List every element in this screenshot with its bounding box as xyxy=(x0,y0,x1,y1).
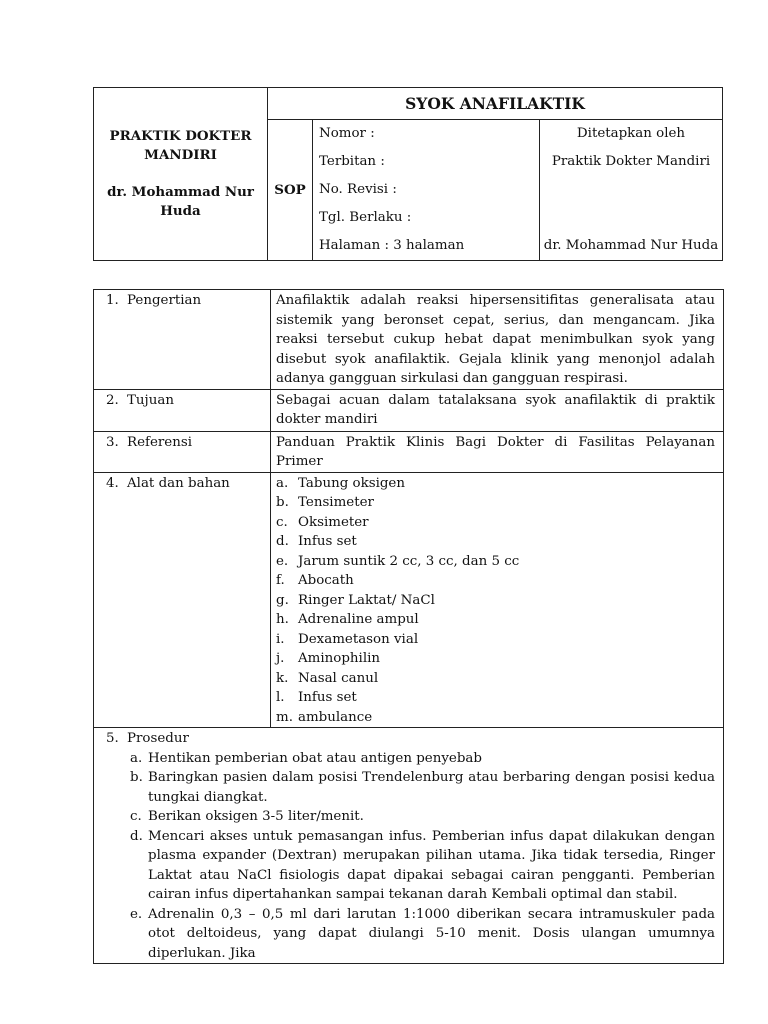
equipment-item-text: Ringer Laktat/ NaCl xyxy=(298,592,435,608)
doctor-name xyxy=(104,183,257,221)
field-nomor: Nomor : xyxy=(319,126,375,141)
procedure-step-text: Hentikan pemberian obat atau antigen penyebab xyxy=(148,750,482,766)
procedure-step xyxy=(130,807,715,827)
equipment-item-marker: a. xyxy=(276,475,289,491)
equipment-item xyxy=(276,669,715,689)
approval-cell xyxy=(540,120,723,261)
equipment-item xyxy=(276,708,715,728)
equipment-item-text: Tabung oksigen xyxy=(298,475,405,491)
tujuan-text: Sebagai acuan dalam tatalaksana syok anafilaktik di praktik dokter mandiri xyxy=(276,392,715,427)
equipment-item-text: ambulance xyxy=(298,709,373,725)
section-number: 2. xyxy=(106,392,119,408)
practice-name-line1: PRAKTIK DOKTER xyxy=(109,128,252,144)
section-number: 4. xyxy=(106,475,119,491)
field-halaman: Halaman : 3 halaman xyxy=(319,238,465,253)
procedure-step xyxy=(130,768,715,807)
section-number: 1. xyxy=(106,293,119,308)
section-row-prosedur xyxy=(94,728,724,964)
equipment-item-text: Jarum suntik 2 cc, 3 cc, dan 5 cc xyxy=(298,553,520,569)
equipment-item-marker: m. xyxy=(276,709,293,725)
procedure-step-marker: a. xyxy=(130,750,143,766)
equipment-item xyxy=(276,571,715,591)
section-label: Referensi xyxy=(127,434,192,450)
approving-institution: Praktik Dokter Mandiri xyxy=(551,154,711,169)
equipment-item-text: Aminophilin xyxy=(298,651,381,666)
procedure-step-text: Adrenalin 0,3 – 0,5 ml dari larutan 1:1000 diberikan secara intramuskuler pada otot deltoideus, yang dapat diulangi 5-10 menit. Dosis ulangan umumnya diperlukan. Jika xyxy=(148,906,715,961)
section-row-alat-dan-bahan xyxy=(94,472,724,728)
equipment-item-text: Nasal canul xyxy=(298,670,379,686)
section-row-referensi xyxy=(94,431,724,472)
section-label: Pengertian xyxy=(127,293,202,308)
equipment-item-marker: l. xyxy=(276,690,285,705)
equipment-item-marker: h. xyxy=(276,612,289,627)
practice-name xyxy=(104,127,257,165)
procedure-step-marker: c. xyxy=(130,809,142,824)
equipment-item xyxy=(276,610,715,630)
field-no-revisi: No. Revisi : xyxy=(319,182,397,197)
sop-content-table xyxy=(93,289,724,964)
document-title: SYOK ANAFILAKTIK xyxy=(268,88,723,120)
procedure-list xyxy=(106,749,715,964)
equipment-item xyxy=(276,474,715,494)
equipment-item-marker: e. xyxy=(276,553,289,569)
section-number: 3. xyxy=(106,434,119,450)
equipment-item-marker: d. xyxy=(276,534,289,549)
equipment-item-marker: f. xyxy=(276,573,285,588)
equipment-item-text: Dexametason vial xyxy=(298,631,419,647)
signatory-name: dr. Mohammad Nur Huda xyxy=(543,238,719,253)
procedure-step xyxy=(130,749,715,769)
equipment-item-marker: j. xyxy=(276,651,285,666)
referensi-text: Panduan Praktik Klinis Bagi Dokter di Fasilitas Pelayanan Primer xyxy=(276,434,715,469)
equipment-item xyxy=(276,630,715,650)
equipment-item xyxy=(276,688,715,708)
equipment-item xyxy=(276,532,715,552)
equipment-item-text: Adrenaline ampul xyxy=(298,612,419,627)
sop-header-table xyxy=(93,87,723,261)
practice-cell xyxy=(94,88,268,261)
procedure-step xyxy=(130,827,715,905)
equipment-item-text: Abocath xyxy=(298,573,354,588)
procedure-step-text: Mencari akses untuk pemasangan infus. Pemberian infus dapat dilakukan dengan plasma expander (Dextran) merupakan pilihan utama. Jika tidak tersedia, Ringer Laktat atau NaCl fisiologis dapat dipakai sebagai cairan pengganti. Pemberian cairan infus dipertahankan sampai tekanan darah Kembali optimal dan stabil. xyxy=(148,828,715,902)
equipment-item xyxy=(276,649,715,669)
procedure-step-marker: d. xyxy=(130,828,143,844)
equipment-list xyxy=(276,473,715,728)
section-label: Alat dan bahan xyxy=(127,475,230,491)
equipment-item xyxy=(276,513,715,533)
doctor-name-line2: Huda xyxy=(160,203,201,219)
equipment-item xyxy=(276,591,715,611)
procedure-step-text: Berikan oksigen 3-5 liter/menit. xyxy=(148,809,364,824)
field-terbitan: Terbitan : xyxy=(319,154,385,169)
equipment-item xyxy=(276,493,715,513)
procedure-step xyxy=(130,905,715,964)
equipment-item-marker: i. xyxy=(276,631,285,647)
pengertian-text: Anafilaktik adalah reaksi hipersensitifitas generalisata atau sistemik yang beronset cepat, serius, dan mengancam. Jika reaksi tersebut cukup hebat dapat menimbulkan syok yang disebut syok anafilaktik. Gejala klinik yang menonjol adalah adanya gangguan sirkulasi dan gangguan respirasi. xyxy=(276,293,715,386)
document-fields xyxy=(313,120,540,261)
practice-name-line2: MANDIRI xyxy=(144,147,217,163)
section-label: Prosedur xyxy=(127,731,189,746)
section-row-tujuan xyxy=(94,389,724,431)
equipment-item-marker: g. xyxy=(276,592,289,608)
equipment-item-marker: k. xyxy=(276,670,289,686)
equipment-item-marker: b. xyxy=(276,495,289,510)
procedure-step-text: Baringkan pasien dalam posisi Trendelenburg atau berbaring dengan posisi kedua tungkai diangkat. xyxy=(148,770,715,805)
section-label: Tujuan xyxy=(127,392,174,408)
equipment-item-text: Tensimeter xyxy=(298,495,374,510)
section-row-pengertian xyxy=(94,290,724,390)
approved-by-label: Ditetapkan oleh xyxy=(576,126,686,141)
doctor-name-line1: dr. Mohammad Nur xyxy=(107,184,254,200)
equipment-item-text: Infus set xyxy=(298,690,357,705)
equipment-item-text: Infus set xyxy=(298,534,357,549)
equipment-item xyxy=(276,552,715,572)
equipment-item-marker: c. xyxy=(276,514,288,530)
field-tgl-berlaku: Tgl. Berlaku : xyxy=(319,210,412,225)
section-number: 5. xyxy=(106,731,119,746)
procedure-step-marker: b. xyxy=(130,770,143,785)
equipment-item-text: Oksimeter xyxy=(298,514,369,530)
sop-label: SOP xyxy=(268,120,313,261)
procedure-step-marker: e. xyxy=(130,906,143,922)
